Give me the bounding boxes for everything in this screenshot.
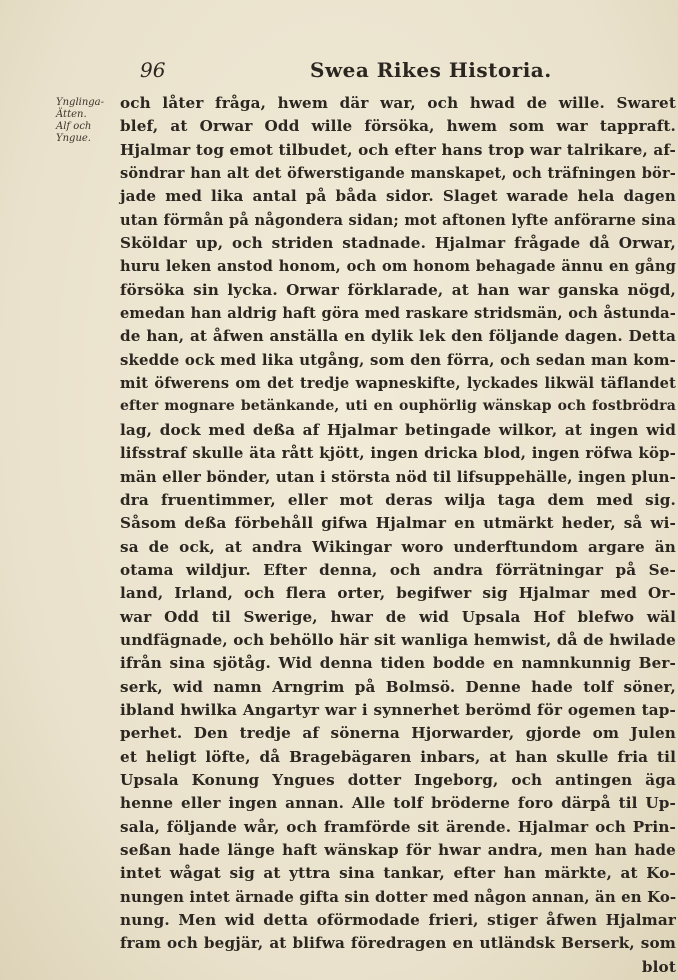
text-line: serk, wid namn Arngrim på Bolmsö. Denne hade tolf söner, [120,677,676,696]
text-line: sa de ock, at andra Wikingar woro underftundom argare än [120,537,676,556]
text-line: et heligt löfte, då Bragebägaren inbars, at han skulle fria til [120,747,676,766]
text-line: intet wågat sig at yttra sina tankar, efter han märkte, at Ko- [120,864,676,883]
margin-note: Ynglinga- [56,97,105,108]
body-text [120,92,676,979]
page-number: 96 [140,58,166,82]
running-title: Swea Rikes Historia. [310,58,552,82]
text-line: nungen intet ärnade gifta sin dotter med någon annan, än en Ko- [120,887,677,906]
text-line: henne eller ingen annan. Alle tolf bröderne foro därpå til Up- [120,794,676,813]
text-line: otama wildjur. Efter denna, och andra förrätningar på Se- [120,560,676,579]
text-line: ifrån sina sjötåg. Wid denna tiden bodde en namnkunnig Ber- [120,654,676,673]
margin-note: Yngue. [56,133,91,144]
text-line: försöka sin lycka. Orwar förklarade, at han war ganska nögd, [120,280,676,299]
text-line: nung. Men wid detta oförmodade frieri, stiger åfwen Hjalmar [120,911,676,930]
margin-note: Ätten. [56,109,87,120]
text-line: mit öfwerens om det tredje wapneskifte, lyckades likwäl täflandet [120,375,676,393]
text-line: Såsom deßa förbehåll gifwa Hjalmar en utmärkt heder, så wi- [120,514,676,533]
catchword: blot [641,957,676,976]
text-line: seßan hade länge haft wänskap för hwar andra, men han hade [120,841,676,859]
text-line: emedan han aldrig haft göra med raskare stridsmän, och åstunda- [120,305,676,323]
text-line: blef, at Orwar Odd wille försöka, hwem som war tappraft. [120,117,676,136]
text-line: efter mognare betänkande, uti en ouphörlig wänskap och fostbrödra [120,398,676,415]
text-line: land, Irland, och flera orter, begifwer sig Hjalmar med Or- [120,584,676,603]
text-line: undfägnade, och behöllo här sit wanliga hemwist, då de hwilade [120,630,676,649]
margin-notes [56,97,120,145]
text-line: fram och begjär, at blifwa föredragen en utländsk Berserk, som [120,934,676,953]
text-line: dra fruentimmer, eller mot deras wilja taga dem med sig. [120,490,676,509]
page-header [0,58,678,88]
text-line: män eller bönder, utan i största nöd til lifsuppehälle, ingen plun- [120,467,676,486]
text-line: ibland hwilka Angartyr war i synnerhet berömd för ogemen tap- [120,700,676,719]
text-line: lag, dock med deßa af Hjalmar betingade wilkor, at ingen wid [120,420,676,439]
text-line: jade med lika antal på båda sidor. Slaget warade hela dagen [120,187,676,206]
text-line: skedde ock med lika utgång, som den förra, och sedan man kom- [120,350,676,369]
text-line: och låter fråga, hwem där war, och hwad de wille. Swaret [120,94,676,112]
text-line: huru leken anstod honom, och om honom behagade ännu en gång [120,258,676,276]
margin-note: Alf och [56,121,92,132]
text-line: söndrar han alt det öfwerstigande manskapet, och träfningen bör- [120,165,676,183]
text-line: Sköldar up, och striden stadnade. Hjalmar frågade då Orwar, [120,234,676,253]
text-line: Hjalmar tog emot tilbudet, och efter hans trop war talrikare, af- [120,140,676,159]
text-line: war Odd til Swerige, hwar de wid Upsala Hof blefwo wäl [120,607,676,626]
text-line: Upsala Konung Yngues dotter Ingeborg, och antingen äga [120,770,676,789]
text-line: sala, följande wår, och framförde sit ärende. Hjalmar och Prin- [120,817,676,836]
text-line: perhet. Den tredje af sönerna Hjorwarder, gjorde om Julen [120,724,676,743]
text-line: utan förmån på någondera sidan; mot aftonen lyfte anförarne sina [120,211,676,229]
text-line: lifsstraf skulle äta rått kjött, ingen dricka blod, ingen röfwa köp- [120,444,676,463]
text-line: de han, at åfwen anställa en dylik lek den följande dagen. Detta [120,327,676,346]
